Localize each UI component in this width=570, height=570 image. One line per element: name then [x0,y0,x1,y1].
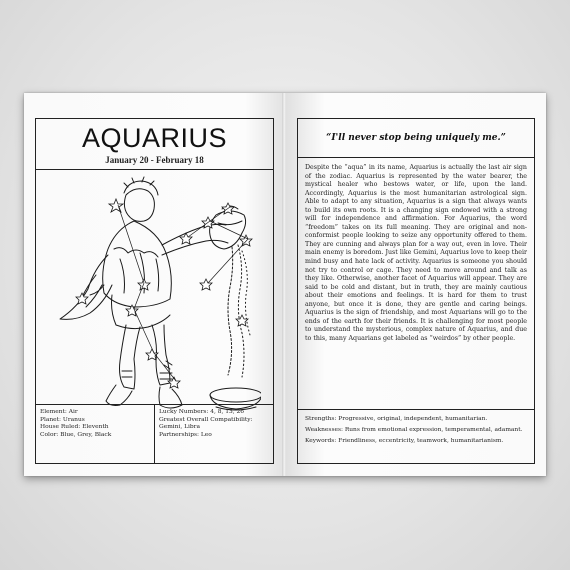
right-page-frame [297,118,535,464]
divider [36,169,273,170]
compatibility-label: Greatest Overall Compatibility: [159,416,253,423]
compatibility-value: Gemini, Libra [159,424,200,431]
left-page-frame [35,118,274,464]
house-line: House Ruled: Eleventh [40,424,109,431]
strengths-line: Strengths: Progressive, original, independent, humanitarian. [305,416,488,422]
partnerships-line: Partnerships: Leo [159,431,212,438]
divider [298,157,534,158]
date-range: January 20 - February 18 [105,155,204,165]
page-title: AQUARIUS [81,123,228,153]
keywords-line: Keywords: Friendliness, eccentricity, teamwork, humanitarianism. [305,437,504,444]
right-page [286,93,546,476]
divider [298,409,534,410]
traits-list [305,414,530,446]
weaknesses-line: Weaknesses: Runs from emotional expression, temperamental, adamant. [305,426,523,433]
left-page [24,93,284,476]
planet-line: Planet: Uranus [40,416,85,423]
lucky-numbers-line: Lucky Numbers: 4, 8, 13, 26 [159,409,244,415]
description-text: Despite the “aqua” in its name, Aquarius is actually the last air sign of the zodiac. Aquarius is represented by the water bearer, the mystical healer who bestows water, or life, upon the land. Accordingly, Aquarius is the most humanitarian astrological sign. Able to adapt to any situation, Aquarius is a sign that always wants to build its own roots. It is a changing sign endowed with a strong will for independence and affirmation. For Aquarius, the word “freedom” takes on its full meaning. They are original and non-conformist people looking to seize any opportunity offered to them. They are cunning and always plan for a way out, even in love. Their main enemy is boredom. Just like Gemini, Aquarius love to keep their mind busy and hate lack of activity. Aquarius is someone you should not try to control or cage. They need to move around and talk as they like. Otherwise, another facet of Aquarius will appear. They are said to be cold and distant, but in truth, they are mainly cautious about their emotions and feelings. It is hard for them to trust anyone, but once it is done, they are gentle and caring beings. Aquarius is the sign of friendship, and most Aquarians will go to the ends of the earth for their friends. It is challenging for most people to understand the mysterious, complex nature of Aquarius, and due to this, many Aquarians get labeled as “weirdos” by other people. [305,164,527,342]
sign-details-right [159,409,253,439]
water-bearer-illustration [56,175,261,423]
quote: “I'll never stop being uniquely me.” [326,133,506,143]
open-book [24,93,546,476]
column-divider [154,404,155,463]
element-line: Element: Air [40,409,78,415]
sign-details-left [40,409,111,439]
color-line: Color: Blue, Grey, Black [40,431,112,438]
